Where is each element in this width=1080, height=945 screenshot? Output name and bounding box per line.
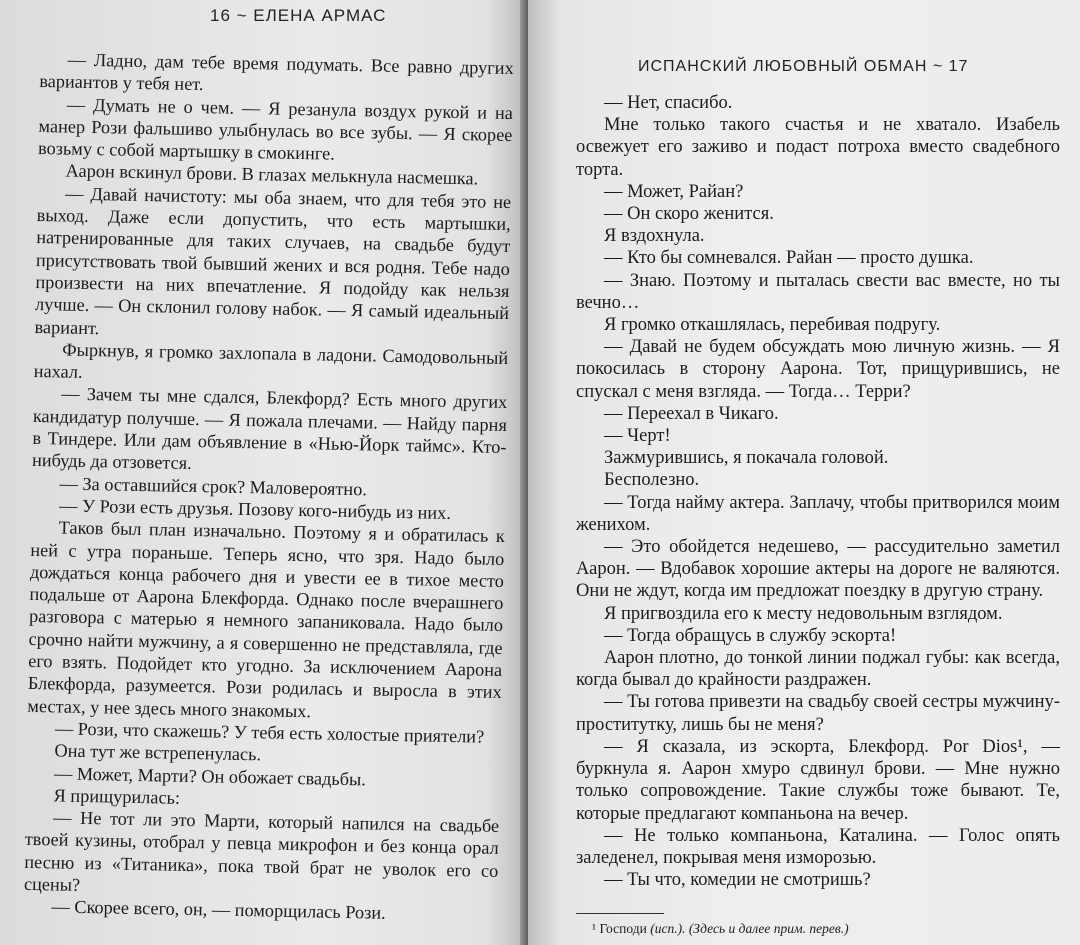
paragraph: — За оставшийся срок? Маловероятно. (59, 473, 368, 499)
paragraph: Фыркнув, я громко захлопала в ладони. Самодовольный нахал. (33, 339, 509, 383)
paragraph: — Ты что, комедии не смотришь? (604, 870, 871, 891)
paragraph: — Зачем ты мне сдался, Блекфорд? Есть много других кандидатур получше. — Я пожала плечами. — Найду парня в Тиндере. Или дам объявление в «Нью-Йорк таймс». Кто-нибудь да отзовется. (31, 383, 508, 474)
left-page (0, 0, 528, 945)
right-running-head: ИСПАНСКИЙ ЛЮБОВНЫЙ ОБМАН ~ 17 (638, 58, 969, 75)
paragraph: — Скорее всего, он, — поморщилась Рози. (51, 896, 386, 924)
right-page-text (576, 92, 1060, 891)
paragraph: — Нет, спасибо. (604, 93, 733, 113)
paragraph: — Может, Райан? (604, 181, 744, 202)
paragraph: Зажмурившись, я покачала головой. (604, 448, 889, 469)
paragraph: — Это обойдется недешево, — рассудительно заметил Аарон. — Вдобавок хорошие актеры на дороге не валяются. Они не ждут, когда им предложат поездку в другую страну. (576, 537, 1060, 602)
paragraph: — Переехал в Чикаго. (604, 403, 779, 424)
paragraph: Таков был план изначально. Поэтому я и обратилась к ней с утра пораньше. Теперь ясно, что зря. Надо было дождаться конца рабочего дня и увести ее в тихое место подальше от Аарона Блекфорда. Однако после вчерашнего разговора с матерью я немного запаниковала. Надо было срочно найти мужчину, а я совершенно не представляла, где его взять. Подойдет кто угодно. За исключением Аарона Блекфорда, разумеется. Рози родилась и выросла в этих местах, у нее здесь много знакомых. (27, 517, 505, 721)
paragraph: — Думать не о чем. — Я резанула воздух рукой и на манер Рози фальшиво улыбнулась во все зубы. — Я скорее возьму с собой мартышку в смокинге. (37, 94, 514, 164)
paragraph: — У Рози есть друзья. Позову кого-нибудь из них. (59, 495, 452, 523)
paragraph: — Давай начистоту: мы оба знаем, что для тебя это не выход. Даже если допустить, что есть мартышки, натренированные для таких случаев, на свадьбе будут присутствовать твой бывший жених и вся родня. Тебе надо произвести на них впечатление. Я подойду как нельзя лучше. — Он склонил голову набок. — Я самый идеальный вариант. (34, 183, 512, 338)
paragraph: Я прищурилась: (53, 785, 181, 808)
paragraph: Аарон плотно, до тонкой линии поджал губы: как всегда, когда бывал до крайности раздражен. (576, 648, 1060, 691)
paragraph: — Рози, что скажешь? У тебя есть холостые приятели? (54, 718, 485, 747)
paragraph: — Ладно, дам тебе время подумать. Все равно других вариантов у тебя нет. (39, 49, 514, 95)
paragraph: Я громко откашлялась, перебивая подругу. (604, 315, 941, 336)
paragraph: — Тогда обращусь в службу эскорта! (604, 625, 897, 646)
footnote-word: Господи (599, 921, 647, 937)
right-page (528, 0, 1080, 945)
footnote-marker: ¹ (592, 921, 597, 937)
paragraph: — Знаю. Поэтому и пыталась свести вас вместе, но ты вечно… (576, 270, 1060, 313)
paragraph: — Может, Марти? Он обожает свадьбы. (53, 762, 367, 789)
left-running-head: 16 ~ ЕЛЕНА АРМАС (210, 6, 387, 25)
paragraph: Я вздохнула. (604, 226, 705, 247)
paragraph: — Он скоро женится. (604, 204, 774, 225)
paragraph: Она тут же встрепенулась. (54, 740, 262, 765)
paragraph: — Тогда найму актера. Заплачу, чтобы притворился моим женихом. (576, 492, 1060, 535)
paragraph: — Не только компаньона, Каталина. — Голос опять заледенел, покрывая меня изморозью. (576, 825, 1060, 868)
left-page-text (23, 48, 514, 927)
paragraph: — Давай не будем обсуждать мою личную жизнь. — Я покосилась в сторону Аарона. Тот, прищурившись, не спускал с меня взгляда. — Тогда… Терри? (576, 337, 1060, 402)
paragraph: Аарон вскинул брови. В глазах мелькнула насмешка. (65, 161, 479, 189)
footnote (576, 920, 1060, 938)
footnote-note: (Здесь и далее прим. перев.) (688, 921, 849, 937)
paragraph: — Я сказала, из эскорта, Блекфорд. Por Dios¹, — буркнула я. Аарон хмуро сдвинул брови. — Мне нужно только сопровождение. Такие службы тоже бывают. Те, которые предлагают компаньона на вечер. (576, 736, 1060, 824)
paragraph: Бесполезно. (604, 470, 700, 491)
paragraph: — Не тот ли это Марти, который напился на свадьбе твоей кузины, отобрал у певца микрофон и без конца орал песню из «Титаника», пока твой брат не уволок его со сцены? (23, 807, 500, 895)
footnote-lang: (исп.). (650, 921, 686, 937)
footnote-divider (576, 913, 664, 914)
paragraph: Я пригвоздила его к месту недовольным взглядом. (604, 603, 1003, 624)
paragraph: — Ты готова привезти на свадьбу своей сестры мужчину-проститутку, лишь бы не меня? (576, 692, 1060, 735)
paragraph: Мне только такого счастья и не хватало. Изабель освежует его заживо и подаст потроха вместо свадебного торта. (576, 115, 1060, 180)
paragraph: — Кто бы сомневался. Райан — просто душка. (604, 248, 974, 269)
paragraph: — Черт! (604, 426, 671, 447)
